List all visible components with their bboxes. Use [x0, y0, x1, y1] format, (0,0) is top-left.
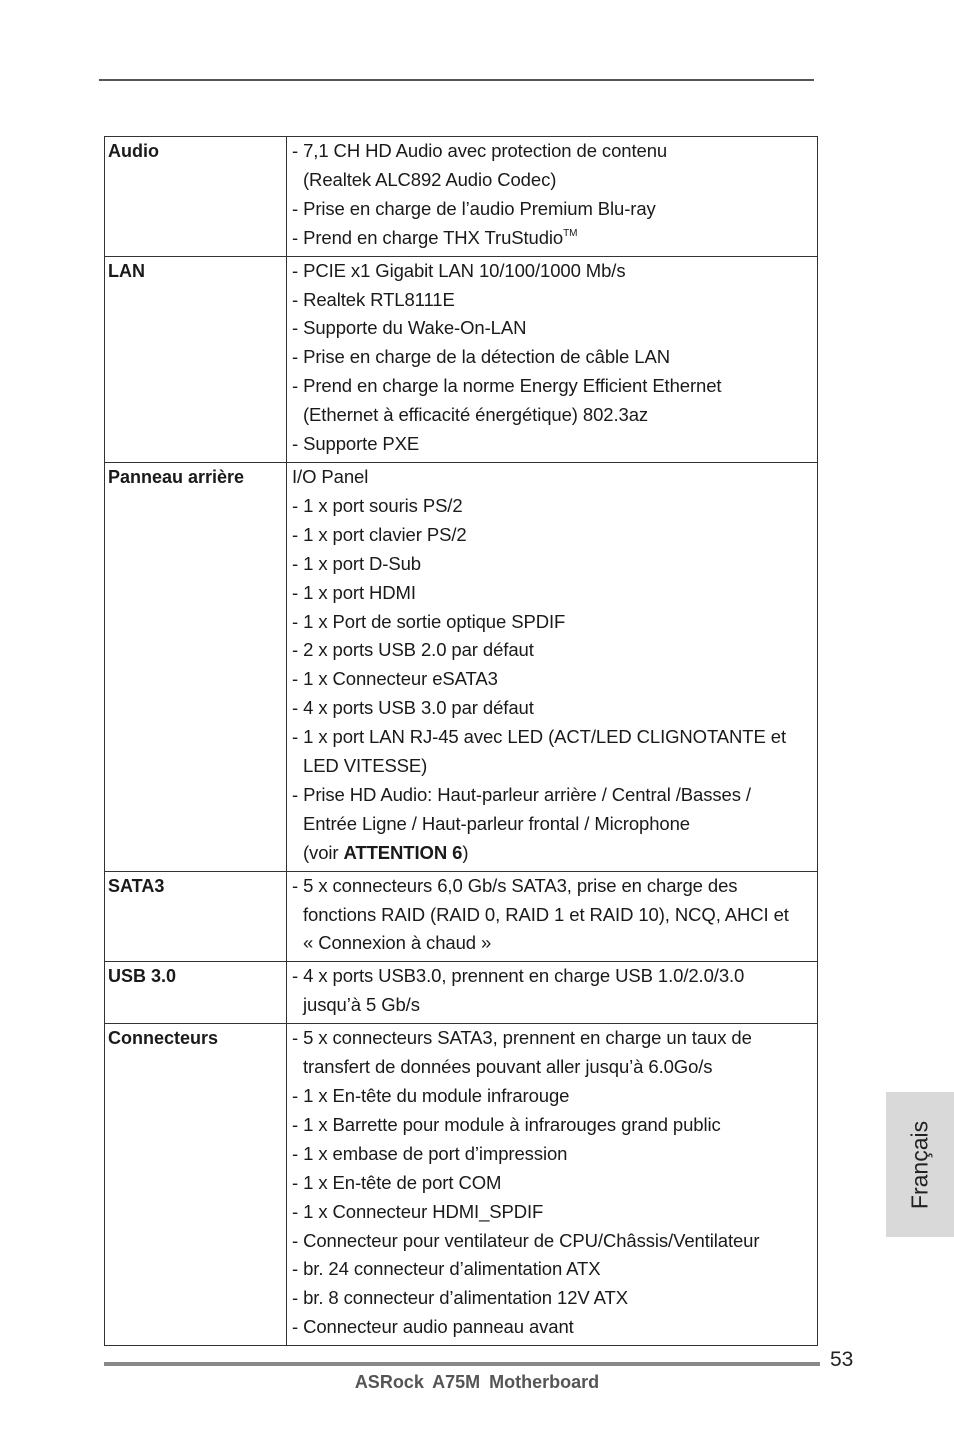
spec-row [105, 462, 818, 871]
spec-line-suffix: ) [462, 841, 469, 863]
spec-line [292, 1227, 817, 1256]
spec-line [292, 1313, 817, 1345]
spec-line-text: - Prend en charge THX TruStudio [292, 226, 564, 248]
spec-line-text: - 7,1 CH HD Audio avec protection de contenu [292, 140, 668, 161]
spec-line [292, 1198, 817, 1227]
spec-line [292, 286, 817, 315]
spec-line [292, 224, 817, 256]
spec-line [292, 723, 817, 752]
spec-line-text: - 4 x ports USB 3.0 par défaut [292, 697, 534, 719]
spec-line [292, 901, 817, 930]
spec-value [287, 137, 818, 257]
spec-line [292, 401, 817, 430]
spec-line-text: - Prend en charge la norme Energy Efficient Ethernet [292, 375, 722, 397]
spec-line-text: « Connexion à chaud » [303, 932, 492, 954]
spec-line [292, 608, 817, 637]
spec-line-text: transfert de données pouvant aller jusqu’à 6.0Go/s [303, 1056, 713, 1078]
spec-line-text: - Supporte du Wake-On-LAN [292, 317, 527, 339]
spec-line-text: - 1 x En-tête de port COM [292, 1171, 502, 1193]
spec-row [105, 256, 818, 462]
spec-line-text: (Realtek ALC892 Audio Codec) [303, 168, 557, 190]
spec-label: USB 3.0 [105, 962, 287, 1024]
spec-value [287, 256, 818, 462]
spec-line-emphasis: ATTENTION 6 [343, 841, 463, 863]
spec-line-text: - 1 x Barrette pour module à infrarouges grand public [292, 1113, 721, 1135]
spec-line-text: - PCIE x1 Gigabit LAN 10/100/1000 Mb/s [292, 259, 626, 281]
spec-value [287, 871, 818, 962]
spec-line-text: I/O Panel [292, 465, 369, 487]
spec-line [292, 1169, 817, 1198]
spec-label: Panneau arrière [105, 462, 287, 871]
spec-line [292, 1140, 817, 1169]
spec-line-text: - 2 x ports USB 2.0 par défaut [292, 639, 534, 661]
spec-line-text: - Prise en charge de la détection de câble LAN [292, 346, 670, 368]
spec-value [287, 962, 818, 1024]
spec-label: LAN [105, 256, 287, 462]
spec-line-text: - 1 x embase de port d’impression [292, 1142, 568, 1164]
spec-line-text: - br. 8 connecteur d’alimentation 12V ATX [292, 1287, 628, 1309]
spec-line [292, 492, 817, 521]
spec-line-text: LED VITESSE) [303, 755, 428, 777]
spec-line [292, 665, 817, 694]
spec-label: SATA3 [105, 871, 287, 962]
spec-line [292, 521, 817, 550]
spec-value [287, 462, 818, 871]
spec-line-text: (Ethernet à efficacité énergétique) 802.3az [303, 404, 649, 426]
spec-line [292, 314, 817, 343]
spec-line-text: - 1 x port LAN RJ-45 avec LED (ACT/LED CLIGNOTANTE et [292, 726, 786, 748]
spec-line [292, 781, 817, 810]
spec-line [292, 752, 817, 781]
spec-line [292, 1111, 817, 1140]
spec-line-text: fonctions RAID (RAID 0, RAID 1 et RAID 10), NCQ, AHCI et [303, 903, 789, 925]
spec-line [292, 991, 817, 1023]
spec-line [292, 810, 817, 839]
spec-row [105, 1024, 818, 1346]
spec-line [292, 1053, 817, 1082]
spec-line [292, 1255, 817, 1284]
spec-line [292, 550, 817, 579]
spec-line-text: - 1 x port clavier PS/2 [292, 523, 467, 545]
spec-line-text: - 5 x connecteurs 6,0 Gb/s SATA3, prise en charge des [292, 874, 738, 896]
spec-value [287, 1024, 818, 1346]
spec-line [292, 929, 817, 961]
spec-line-text: - 1 x En-tête du module infrarouge [292, 1085, 570, 1106]
spec-line-text: - 1 x Connecteur HDMI_SPDIF [292, 1200, 544, 1222]
spec-row [105, 871, 818, 962]
spec-line-text: - Connecteur audio panneau avant [292, 1316, 574, 1338]
spec-line-text: Entrée Ligne / Haut-parleur frontal / Microphone [303, 812, 690, 834]
spec-line-text: - br. 24 connecteur d’alimentation ATX [292, 1258, 601, 1280]
specifications-table-body [105, 137, 818, 1346]
spec-line [292, 1024, 817, 1053]
spec-line-text: - 1 x port souris PS/2 [292, 494, 463, 516]
spec-line [292, 195, 817, 224]
spec-line [292, 1284, 817, 1313]
spec-line [292, 1082, 817, 1111]
footer-title: ASRock A75M Motherboard [354, 1372, 600, 1392]
spec-line-text: - 1 x Port de sortie optique SPDIF [292, 610, 566, 632]
spec-line-text: (voir [303, 841, 344, 863]
trademark-superscript: TM [563, 227, 578, 239]
spec-line-text: - 1 x port D-Sub [292, 552, 421, 574]
spec-line [292, 430, 817, 462]
spec-label: Connecteurs [105, 1024, 287, 1346]
spec-line [292, 257, 817, 286]
spec-line [292, 962, 817, 991]
spec-line-text: - Supporte PXE [292, 433, 420, 455]
spec-line-text: - 4 x ports USB3.0, prennent en charge USB 1.0/2.0/3.0 [292, 965, 745, 987]
header-rule [99, 79, 814, 81]
spec-line-text: - 1 x port HDMI [292, 581, 416, 603]
spec-row [105, 137, 818, 257]
spec-line [292, 137, 817, 166]
spec-label: Audio [105, 137, 287, 257]
language-tab-label: Français [906, 1120, 933, 1209]
spec-line [292, 579, 817, 608]
spec-line [292, 839, 817, 871]
spec-line [292, 343, 817, 372]
spec-line [292, 372, 817, 401]
spec-row [105, 962, 818, 1024]
spec-line-text: - 1 x Connecteur eSATA3 [292, 668, 498, 690]
footer-rule [104, 1362, 820, 1366]
language-tab [886, 1092, 954, 1237]
spec-line [292, 636, 817, 665]
spec-line-text: - Prise HD Audio: Haut-parleur arrière / Central /Basses / [292, 783, 751, 805]
spec-line-text: - Connecteur pour ventilateur de CPU/Châssis/Ventilateur [292, 1229, 760, 1251]
spec-line-text: - Realtek RTL8111E [292, 288, 455, 310]
spec-line-text: - Prise en charge de l’audio Premium Blu-ray [292, 197, 656, 219]
spec-line-text: - 5 x connecteurs SATA3, prennent en charge un taux de [292, 1027, 752, 1049]
spec-line-text: jusqu’à 5 Gb/s [303, 994, 420, 1016]
spec-line [292, 463, 817, 492]
spec-line [292, 166, 817, 195]
specifications-table [104, 136, 818, 1346]
spec-line [292, 694, 817, 723]
page-number: 53 [830, 1348, 854, 1371]
spec-line [292, 872, 817, 901]
